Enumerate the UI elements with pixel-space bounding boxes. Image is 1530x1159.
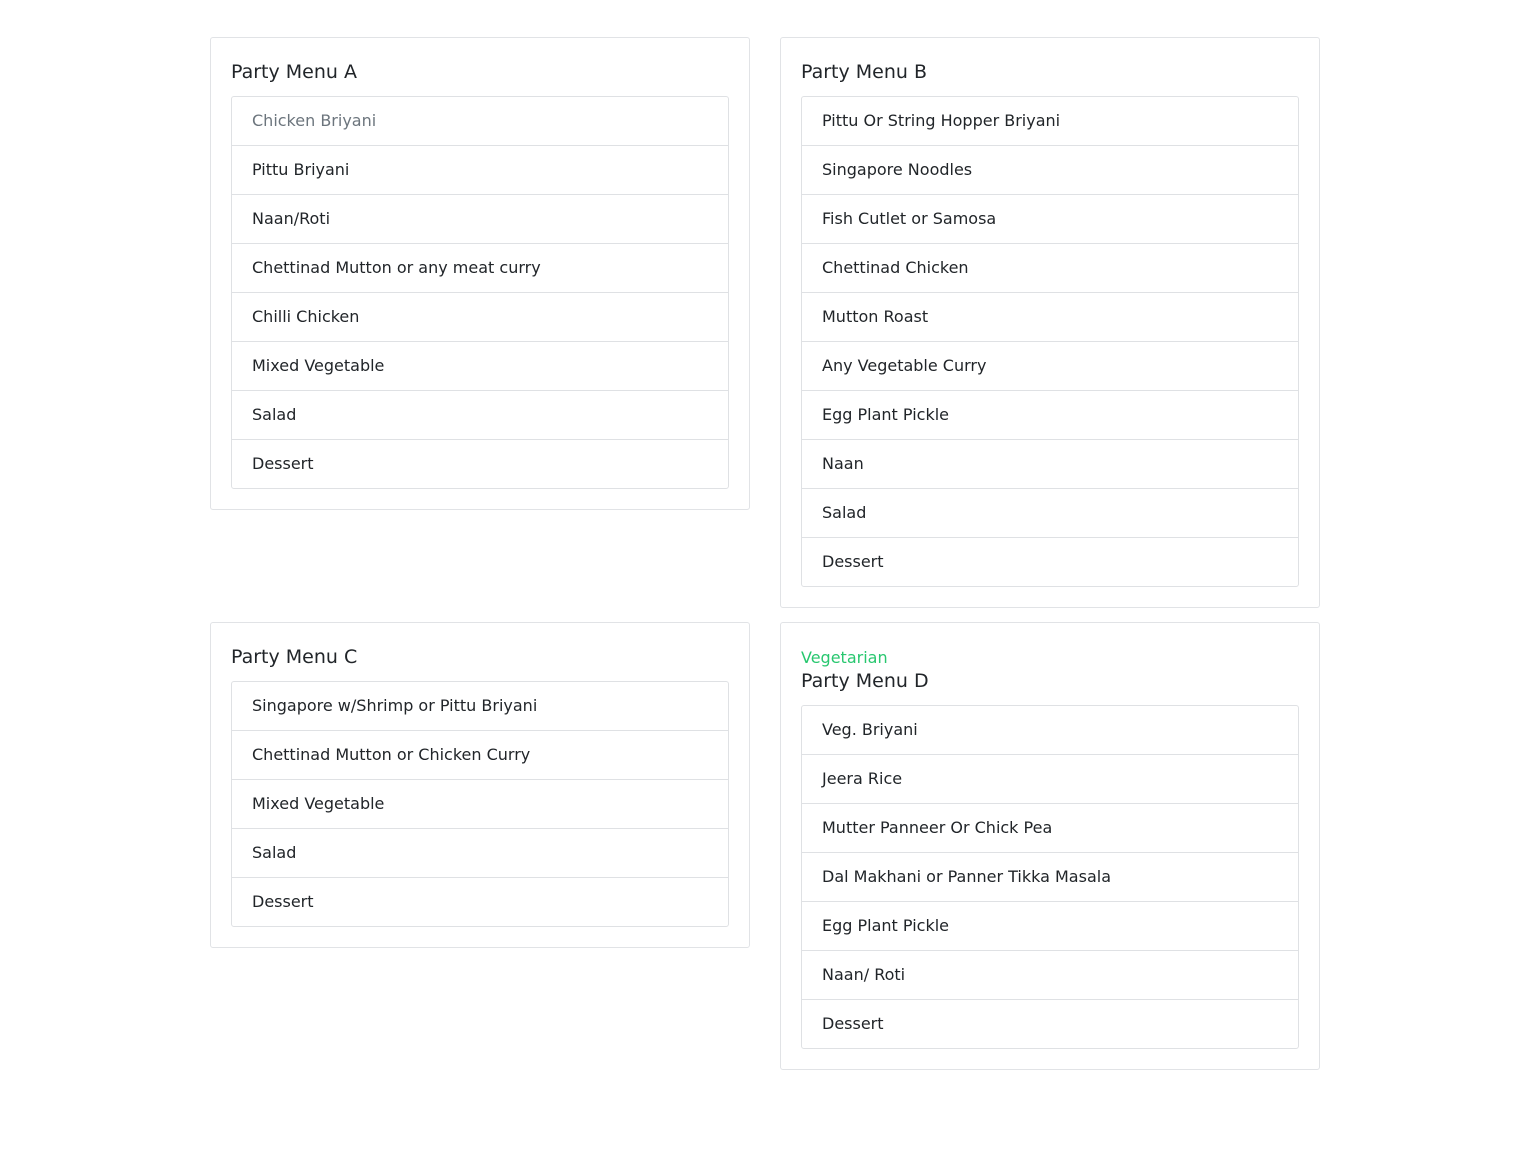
- party-menu-a-title: Party Menu A: [231, 61, 357, 83]
- list-item: Dessert: [232, 877, 728, 926]
- list-item: Chicken Briyani: [252, 111, 377, 130]
- party-menu-c-list: [231, 681, 729, 927]
- list-item: Singapore w/Shrimp or Pittu Briyani: [252, 696, 538, 715]
- list-item: Mixed Vegetable: [232, 779, 728, 828]
- list-item: Mutter Panneer Or Chick Pea: [802, 803, 1298, 852]
- list-item: Chettinad Mutton or Chicken Curry: [232, 730, 728, 779]
- list-item: Dessert: [232, 439, 728, 488]
- list-item: Jeera Rice: [802, 754, 1298, 803]
- list-item: Pittu Briyani: [232, 145, 728, 194]
- party-menu-d-list: [801, 705, 1299, 1049]
- list-item: Chilli Chicken: [232, 292, 728, 341]
- party-menu-c-card: [210, 622, 750, 948]
- list-item: Dessert: [802, 537, 1298, 586]
- list-item: Naan: [802, 439, 1298, 488]
- list-item: Veg. Briyani: [822, 720, 918, 739]
- list-item: Chettinad Chicken: [802, 243, 1298, 292]
- party-menu-d-title: Party Menu D: [801, 670, 929, 692]
- vegetarian-tag: Vegetarian: [801, 648, 888, 667]
- list-item: Salad: [232, 828, 728, 877]
- list-item: Chettinad Mutton or any meat curry: [232, 243, 728, 292]
- list-item: Mutton Roast: [802, 292, 1298, 341]
- list-item: Egg Plant Pickle: [802, 901, 1298, 950]
- list-item: Naan/Roti: [232, 194, 728, 243]
- party-menu-b-card: [780, 37, 1320, 608]
- party-menu-d-card: [780, 622, 1320, 1070]
- list-item: Singapore Noodles: [802, 145, 1298, 194]
- party-menu-a-card: [210, 37, 750, 510]
- list-item: Any Vegetable Curry: [802, 341, 1298, 390]
- list-item: Dal Makhani or Panner Tikka Masala: [802, 852, 1298, 901]
- list-item: Salad: [232, 390, 728, 439]
- list-item: Dessert: [802, 999, 1298, 1048]
- party-menu-c-title: Party Menu C: [231, 646, 358, 668]
- list-item: Pittu Or String Hopper Briyani: [822, 111, 1061, 130]
- party-menu-a-list: [231, 96, 729, 489]
- list-item: Salad: [802, 488, 1298, 537]
- party-menu-b-list: [801, 96, 1299, 587]
- list-item: Naan/ Roti: [802, 950, 1298, 999]
- list-item: Egg Plant Pickle: [802, 390, 1298, 439]
- party-menu-b-title: Party Menu B: [801, 61, 928, 83]
- list-item: Fish Cutlet or Samosa: [802, 194, 1298, 243]
- list-item: Mixed Vegetable: [232, 341, 728, 390]
